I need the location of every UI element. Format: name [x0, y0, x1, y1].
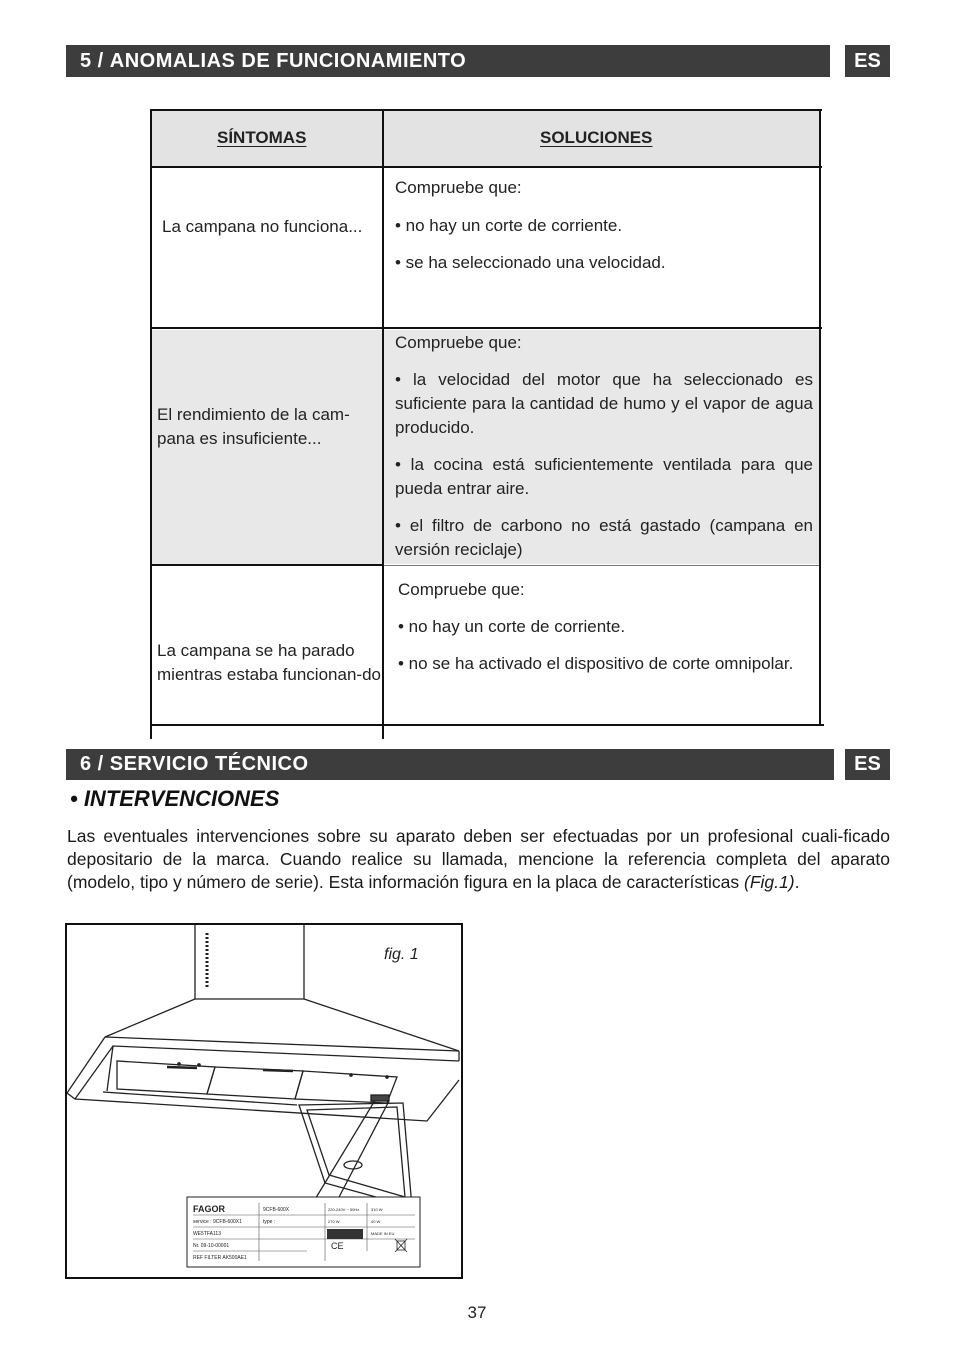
figure-reference: (Fig.1) — [744, 872, 795, 892]
section-6-number: 6 / — [80, 753, 104, 775]
plate-code: WE5TFA113 — [193, 1231, 221, 1237]
row1-item-1: • no hay un corte de corriente. — [395, 216, 623, 235]
plate-made: MADE IN EU — [371, 1231, 395, 1236]
section-5-lang-badge: ES — [845, 45, 890, 77]
interventions-heading: • INTERVENCIONES — [70, 786, 280, 811]
plate-service: service : 9CFB-600X1 — [193, 1219, 242, 1225]
row3-check: Compruebe que: — [398, 580, 525, 599]
row2-solutions — [395, 331, 813, 562]
row2-check: Compruebe que: — [395, 333, 522, 352]
header-solutions: SOLUCIONES — [540, 128, 653, 147]
row3-symptom: La campana se ha parado mientras estaba funcionan-do — [157, 641, 381, 684]
row3-item-1: • no hay un corte de corriente. — [398, 617, 626, 636]
plate-filter: REF FILTER AK500AE1 — [193, 1255, 247, 1261]
row2-item-3: • el filtro de carbono no está gastado (campana en versión reciclaje) — [395, 516, 813, 559]
section-5-number: 5 / — [80, 49, 104, 72]
row3-item-2: • no se ha activado el dispositivo de corte omnipolar. — [398, 654, 794, 673]
section-6-banner — [66, 749, 834, 780]
ce-mark-icon: CE — [331, 1241, 344, 1251]
plate-model: 9CFB-600X — [263, 1207, 290, 1213]
row2-item-2: • la cocina está suficientemente ventilada para que pueda entrar aire. — [395, 455, 813, 498]
section-5-banner — [66, 45, 830, 77]
interventions-text: Las eventuales intervenciones sobre su aparato deben ser efectuadas por un profesional cuali-ficado depositario de la marca. Cuando realice su llamada, mencione la referencia completa del aparato (modelo, tipo y número de serie). Esta información figura en la placa de características — [67, 826, 890, 892]
interventions-paragraph — [67, 825, 890, 894]
range-hood-illustration — [67, 925, 461, 1277]
plate-power-3: 40 W — [371, 1219, 381, 1224]
plate-serial: Nr. 09-10-00001 — [193, 1243, 230, 1249]
row1-check: Compruebe que: — [395, 178, 522, 197]
row1-symptom: La campana no funciona... — [162, 217, 363, 236]
figure-label: fig. 1 — [384, 946, 419, 963]
section-6-title: SERVICIO TÉCNICO — [109, 753, 309, 775]
plate-brand: FAGOR — [193, 1204, 226, 1214]
header-symptoms: SÍNTOMAS — [217, 128, 307, 147]
row1-item-2: • se ha seleccionado una velocidad. — [395, 253, 666, 272]
section-6-lang-badge: ES — [845, 749, 890, 780]
plate-power-1: 310 W — [371, 1207, 383, 1212]
row1-solutions — [395, 176, 815, 275]
row2-item-1: • la velocidad del motor que ha seleccionado es suficiente para la cantidad de humo y el vapor de agua producido. — [395, 370, 813, 437]
page-number: 37 — [467, 1303, 487, 1322]
plate-power-2: 270 W — [328, 1219, 340, 1224]
troubleshooting-table — [150, 109, 824, 739]
figure-1 — [65, 923, 463, 1279]
figure-reference-suffix: . — [794, 872, 800, 892]
row2-symptom: El rendimiento de la cam-pana es insuficiente... — [157, 405, 350, 448]
plate-type: type : — [263, 1219, 276, 1225]
section-5-title: ANOMALIAS DE FUNCIONAMIENTO — [109, 49, 467, 72]
plate-voltage: 220-240V ~ 50Hz — [328, 1207, 360, 1212]
weee-bin-icon — [395, 1239, 407, 1252]
row3-solutions — [398, 578, 813, 676]
